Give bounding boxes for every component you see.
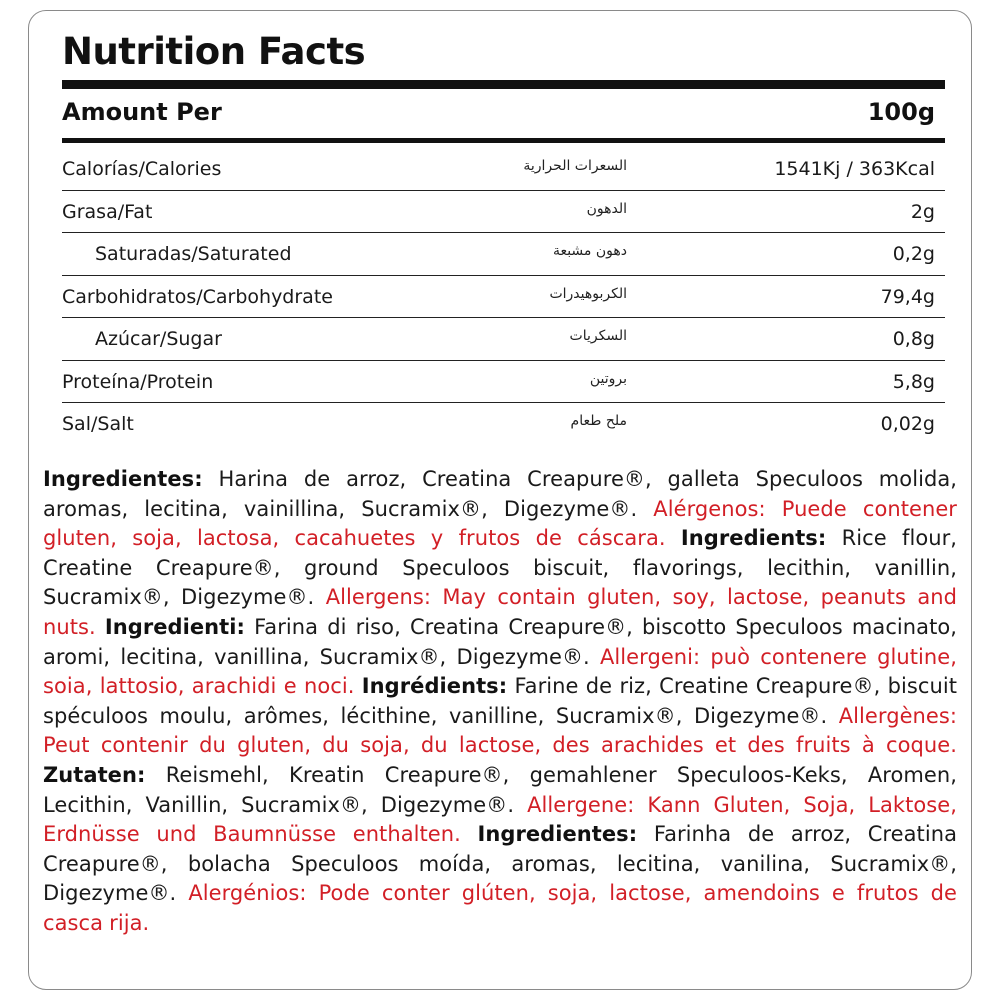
nutrient-row-carbohydrate xyxy=(62,276,945,319)
nutrient-label: Saturadas/Saturated xyxy=(95,243,292,265)
nutrient-label-arabic: دهون مشبعة xyxy=(552,243,627,259)
ingredients-text-es: Harina de arroz, Creatina Creapure®, galleta Speculoos molida, aromas, lecitina, vainillina, Sucramix®, Digezyme®. xyxy=(43,467,957,521)
thick-rule-top xyxy=(62,80,945,89)
ingredients-text-it: Farina di riso, Creatina Creapure®, biscotto Speculoos macinato, aromi, lecitina, vanillina, Sucramix®, Digezyme®. xyxy=(43,614,957,669)
amount-per-value: 100g xyxy=(867,98,935,126)
nutrient-label-arabic: السكريات xyxy=(569,328,627,344)
ingredients-heading-de: Zutaten: xyxy=(43,762,146,787)
ingredients-heading-fr: Ingrédients: xyxy=(361,674,508,699)
nutrient-label: Sal/Salt xyxy=(62,413,134,435)
nutrient-table xyxy=(62,148,945,446)
nutrition-facts-title: Nutrition Facts xyxy=(62,30,366,73)
allergens-text-it: Allergeni: può contenere glutine, soia, lattosio, arachidi e noci. xyxy=(43,644,957,699)
nutrient-label: Grasa/Fat xyxy=(62,200,153,223)
ingredients-text-pt: Farinha de arroz, Creatina Creapure®, bolacha Speculoos moída, aromas, lecitina, vanilina, Sucramix®, Digezyme®. xyxy=(43,822,957,906)
nutrient-label-arabic: السعرات الحرارية xyxy=(523,158,627,174)
nutrient-value: 79,4g xyxy=(880,285,935,308)
nutrient-row-calories xyxy=(62,148,945,191)
ingredients-heading-en: Ingredients: xyxy=(680,526,827,551)
nutrient-value: 1541Kj / 363Kcal xyxy=(774,158,935,180)
nutrient-value: 0,02g xyxy=(880,413,935,435)
nutrient-label: Proteína/Protein xyxy=(62,370,214,393)
allergens-text-en: Allergens: May contain gluten, soy, lactose, peanuts and nuts. xyxy=(43,585,958,639)
ingredients-text-fr: Farine de riz, Creatine Creapure®, biscuit spéculoos moulu, arômes, lécithine, vanilline, Sucramix®, Digezyme®. xyxy=(43,674,957,728)
nutrient-label: Calorías/Calories xyxy=(62,158,222,180)
nutrient-label-arabic: الدهون xyxy=(586,200,627,217)
nutrient-row-sugar xyxy=(62,318,945,361)
nutrient-label-arabic: ملح طعام xyxy=(570,413,627,429)
nutrient-label: Carbohidratos/Carbohydrate xyxy=(62,285,333,308)
nutrient-row-salt xyxy=(62,403,945,446)
nutrient-value: 2g xyxy=(910,200,935,223)
allergens-text-pt: Alergénios: Pode conter glúten, soja, lactose, amendoins e frutos de casca rija. xyxy=(43,881,957,935)
nutrient-value: 0,8g xyxy=(892,328,935,350)
nutrient-label-arabic: بروتين xyxy=(589,370,627,387)
ingredients-heading-it: Ingredienti: xyxy=(104,614,245,639)
nutrient-label: Azúcar/Sugar xyxy=(95,328,222,350)
nutrient-value: 0,2g xyxy=(892,243,935,265)
ingredients-heading-es: Ingredientes: xyxy=(43,467,203,491)
nutrient-value: 5,8g xyxy=(892,370,935,393)
amount-per-row xyxy=(62,94,935,134)
allergens-text-fr: Allergènes: Peut contenir du gluten, du soja, du lactose, des arachides et des fruits à coque. xyxy=(43,703,957,758)
ingredients-paragraph xyxy=(43,465,957,939)
ingredients-text-de: Reismehl, Kreatin Creapure®, gemahlener Speculoos-Keks, Aromen, Lecithin, Vanillin, Sucramix®, Digezyme®. xyxy=(43,762,957,817)
nutrient-row-protein xyxy=(62,361,945,404)
allergens-text-es: Alérgenos: Puede contener gluten, soja, lactosa, cacahuetes y frutos de cáscara. xyxy=(43,496,957,551)
allergens-text-de: Allergene: Kann Gluten, Soja, Laktose, Erdnüsse und Baumnüsse enthalten. xyxy=(43,792,957,847)
nutrient-label-arabic: الكربوهيدرات xyxy=(549,285,627,302)
amount-per-label: Amount Per xyxy=(62,98,222,126)
nutrient-row-fat xyxy=(62,191,945,234)
nutrient-row-saturated xyxy=(62,233,945,276)
ingredients-heading-pt: Ingredientes: xyxy=(477,822,638,847)
thick-rule-bottom xyxy=(62,138,945,143)
ingredients-text-en: Rice flour, Creatine Creapure®, ground Speculoos biscuit, flavorings, lecithin, vanillin, Sucramix®, Digezyme®. xyxy=(43,526,957,610)
